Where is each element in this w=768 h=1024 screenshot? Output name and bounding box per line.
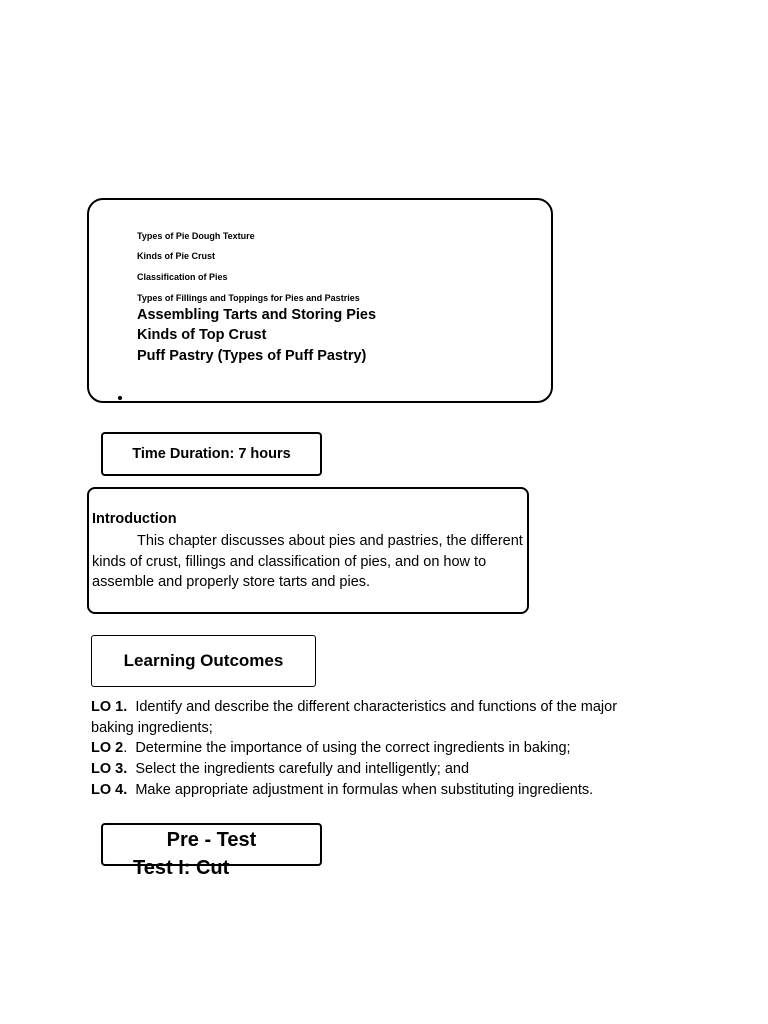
topic-item: Puff Pastry (Types of Puff Pastry) bbox=[137, 348, 367, 364]
learning-outcome-item bbox=[91, 780, 651, 801]
learning-outcome-text: Determine the importance of using the correct ingredients in baking; bbox=[135, 740, 571, 757]
introduction-heading: Introduction bbox=[92, 511, 177, 527]
pretest-box bbox=[101, 823, 322, 879]
pretest-subheading-clipped: Test I: Cut bbox=[133, 857, 230, 879]
topic-item: Classification of Pies bbox=[137, 272, 228, 282]
learning-outcome-item: LO 2. Determine the importance of using the correct ingredients in baking; bbox=[91, 740, 571, 757]
learning-outcomes-heading-box bbox=[91, 635, 316, 687]
learning-outcomes-list bbox=[91, 697, 651, 801]
time-duration-box bbox=[101, 432, 322, 476]
topic-item: Types of Pie Dough Texture bbox=[137, 231, 255, 241]
learning-outcome-item bbox=[91, 759, 651, 780]
learning-outcome-number: LO 2 bbox=[91, 740, 124, 757]
pretest-title: Pre - Test bbox=[166, 829, 257, 851]
introduction-box bbox=[87, 487, 529, 614]
learning-outcome-number: LO 3. bbox=[91, 761, 128, 778]
time-duration-label: Time Duration: 7 hours bbox=[132, 446, 291, 462]
topic-item: Types of Fillings and Toppings for Pies and Pastries bbox=[137, 293, 360, 303]
introduction-text: This chapter discusses about pies and pastries, the different kinds of crust, fillings and classification of pies, and on how to assemble and properly store tarts and pies. bbox=[92, 533, 523, 591]
topics-box bbox=[87, 198, 553, 403]
topic-item: Kinds of Top Crust bbox=[137, 327, 267, 343]
learning-outcome-number: LO 4. bbox=[91, 781, 128, 798]
topic-item: Kinds of Pie Crust bbox=[137, 251, 216, 261]
learning-outcome-text: Make appropriate adjustment in formulas when substituting ingredients. bbox=[135, 781, 594, 798]
topic-item: Assembling Tarts and Storing Pies bbox=[137, 307, 377, 323]
bullet-icon bbox=[118, 396, 122, 400]
learning-outcomes-heading: Learning Outcomes bbox=[123, 651, 284, 670]
learning-outcome-text: Select the ingredients carefully and intelligently; and bbox=[135, 761, 470, 778]
learning-outcome-number: LO 1. bbox=[91, 699, 128, 715]
learning-outcome-text: Identify and describe the different characteristics and functions of the major baking ingredients; bbox=[91, 699, 618, 736]
learning-outcome-item bbox=[91, 697, 651, 738]
